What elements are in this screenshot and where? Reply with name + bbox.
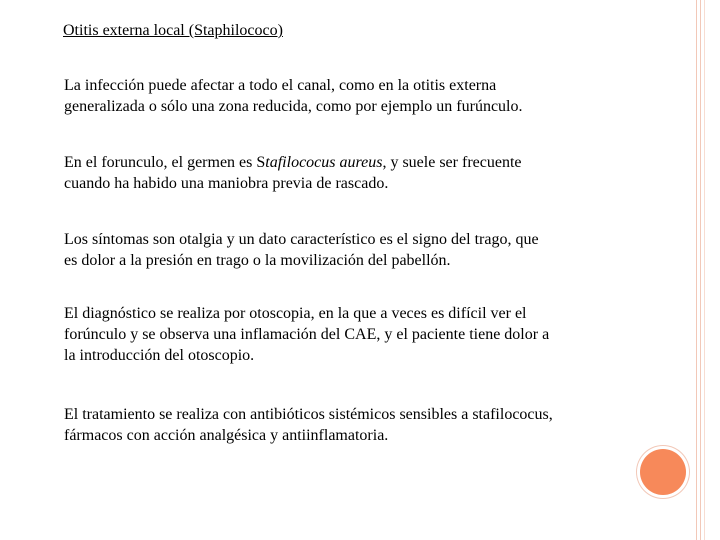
text-line: La infección puede afectar a todo el canal, como en la otitis externa [64,77,497,94]
text-line: generalizada o sólo una zona reducida, como por ejemplo un furúnculo. [64,98,523,115]
paragraph-diagnosis [64,303,684,366]
text-line: la introducción del otoscopio. [64,347,255,364]
decorative-circle-icon [640,449,686,495]
paragraph-infection-scope [64,75,684,117]
text-line: fármacos con acción analgésica y antiinflamatoria. [64,427,389,444]
species-name: tafilococus aureus [265,154,383,171]
right-border-line [704,0,705,540]
text-segment: En el forunculo, el germen es S [64,154,266,171]
paragraph-germ [64,152,684,194]
text-line: cuando ha habido una maniobra previa de rascado. [64,175,389,192]
right-border-line [700,0,701,540]
text-line [64,152,684,173]
paragraph-symptoms [64,229,684,271]
text-line: forúnculo y se observa una inflamación del CAE, y el paciente tiene dolor a [64,326,550,343]
text-line: Los síntomas son otalgia y un dato característico es el signo del trago, que [64,231,539,248]
slide-title: Otitis externa local (Staphilococo) [63,22,283,39]
right-border-line [696,0,697,540]
text-line: es dolor a la presión en trago o la movilización del pabellón. [64,252,451,269]
text-segment: , y suele ser frecuente [382,154,522,171]
text-line: El diagnóstico se realiza por otoscopia, en la que a veces es difícil ver el [64,305,527,322]
paragraph-treatment [64,404,684,446]
text-line: El tratamiento se realiza con antibióticos sistémicos sensibles a stafilococus, [64,406,553,423]
